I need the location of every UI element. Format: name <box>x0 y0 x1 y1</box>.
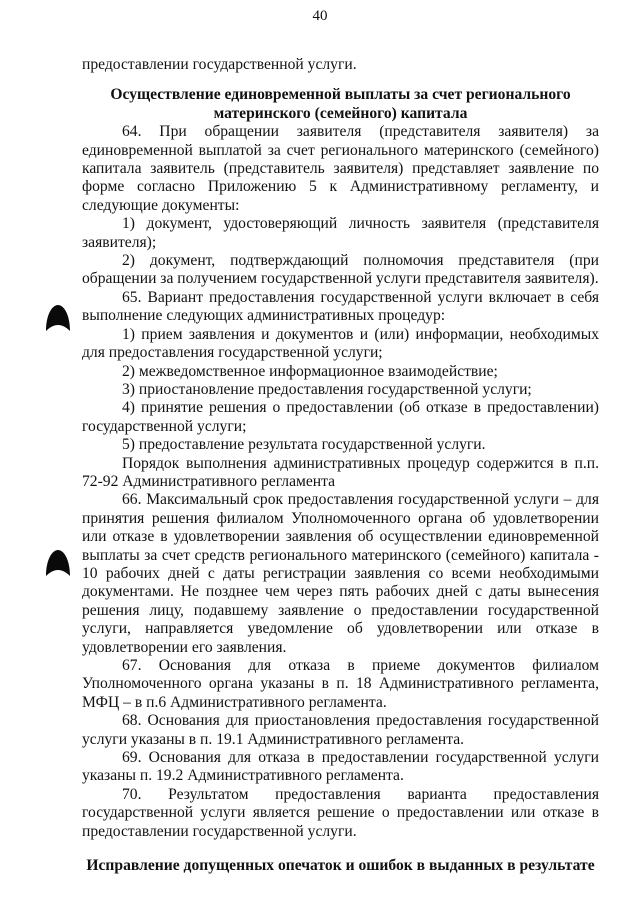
paragraph-68: 68. Основания для приостановления предоставления государственной услуги указаны в п. 19.1 Административного регламента. <box>82 712 599 748</box>
list-item-1: 1) документ, удостоверяющий личность заявителя (представителя заявителя); <box>82 215 599 251</box>
list-item-1: 1) прием заявления и документов и (или) информации, необходимых для предоставления государственной услуги; <box>82 325 599 362</box>
paragraph-65: 65. Вариант предоставления государственной услуги включает в себя выполнение следующих административных процедур: <box>82 288 599 325</box>
intro-line: предоставлении государственной услуги. <box>82 56 357 73</box>
page-number: 40 <box>312 8 328 24</box>
list-item-2: 2) межведомственное информационное взаимодействие; <box>122 362 498 380</box>
paragraph-67: 67. Основания для отказа в приеме документов филиалом Уполномоченного органа указаны в п. 18 Административного регламента, МФЦ – в п.6 Административного регламента. <box>82 657 599 711</box>
paragraph-70: 70. Результатом предоставления варианта предоставления государственной услуги является решение о предоставлении или отказе в предоставлении государственной услуги. <box>82 785 599 840</box>
list-item-4: 4) принятие решения о предоставлении (об отказе в предоставлении) государственной услуги; <box>82 399 599 435</box>
punch-hole-mark <box>44 303 72 333</box>
list-item-2: 2) документ, подтверждающий полномочия представителя (при обращении за получением государственной услуги представителя заявителя). <box>82 252 599 288</box>
paragraph-66: 66. Максимальный срок предоставления государственной услуги – для принятия решения филиалом Уполномоченного органа об удовлетворении или отказе в удовлетворении заявления об осуществлении единовременной выплаты за счет средств регионального материнского (семейного) капитала - 10 рабочих дней с даты регистрации заявления со всеми необходимыми документами. Не позднее чем через пять рабочих дней с даты вынесения решения лицу, подавшему заявление о предоставлении государственной услуги, направляется уведомление об удовлетворении или отказе в удовлетворении его заявления. <box>82 491 599 656</box>
list-item-5: 5) предоставление результата государственной услуги. <box>122 436 486 454</box>
section-heading: Исправление допущенных опечаток и ошибок в выданных в результате <box>86 857 595 875</box>
document-body <box>82 56 599 875</box>
procedure-order-paragraph: Порядок выполнения административных процедур содержится в п.п. 72-92 Административного регламента <box>82 454 599 490</box>
paragraph-69: 69. Основания для отказа в предоставлении государственной услуги указаны п. 19.2 Административного регламента. <box>82 749 599 785</box>
punch-hole-mark <box>44 548 72 578</box>
paragraph-64: 64. При обращении заявителя (представителя заявителя) за единовременной выплатой за счет регионального материнского (семейного) капитала заявитель (представитель заявителя) представляет заявление по форме согласно Приложению 5 к Административному регламенту, и следующие документы: <box>82 123 599 214</box>
list-item-3: 3) приостановление предоставления государственной услуги; <box>122 380 532 398</box>
section-heading: Осуществление единовременной выплаты за счет регионального материнского (семейного) капитала <box>110 86 571 122</box>
